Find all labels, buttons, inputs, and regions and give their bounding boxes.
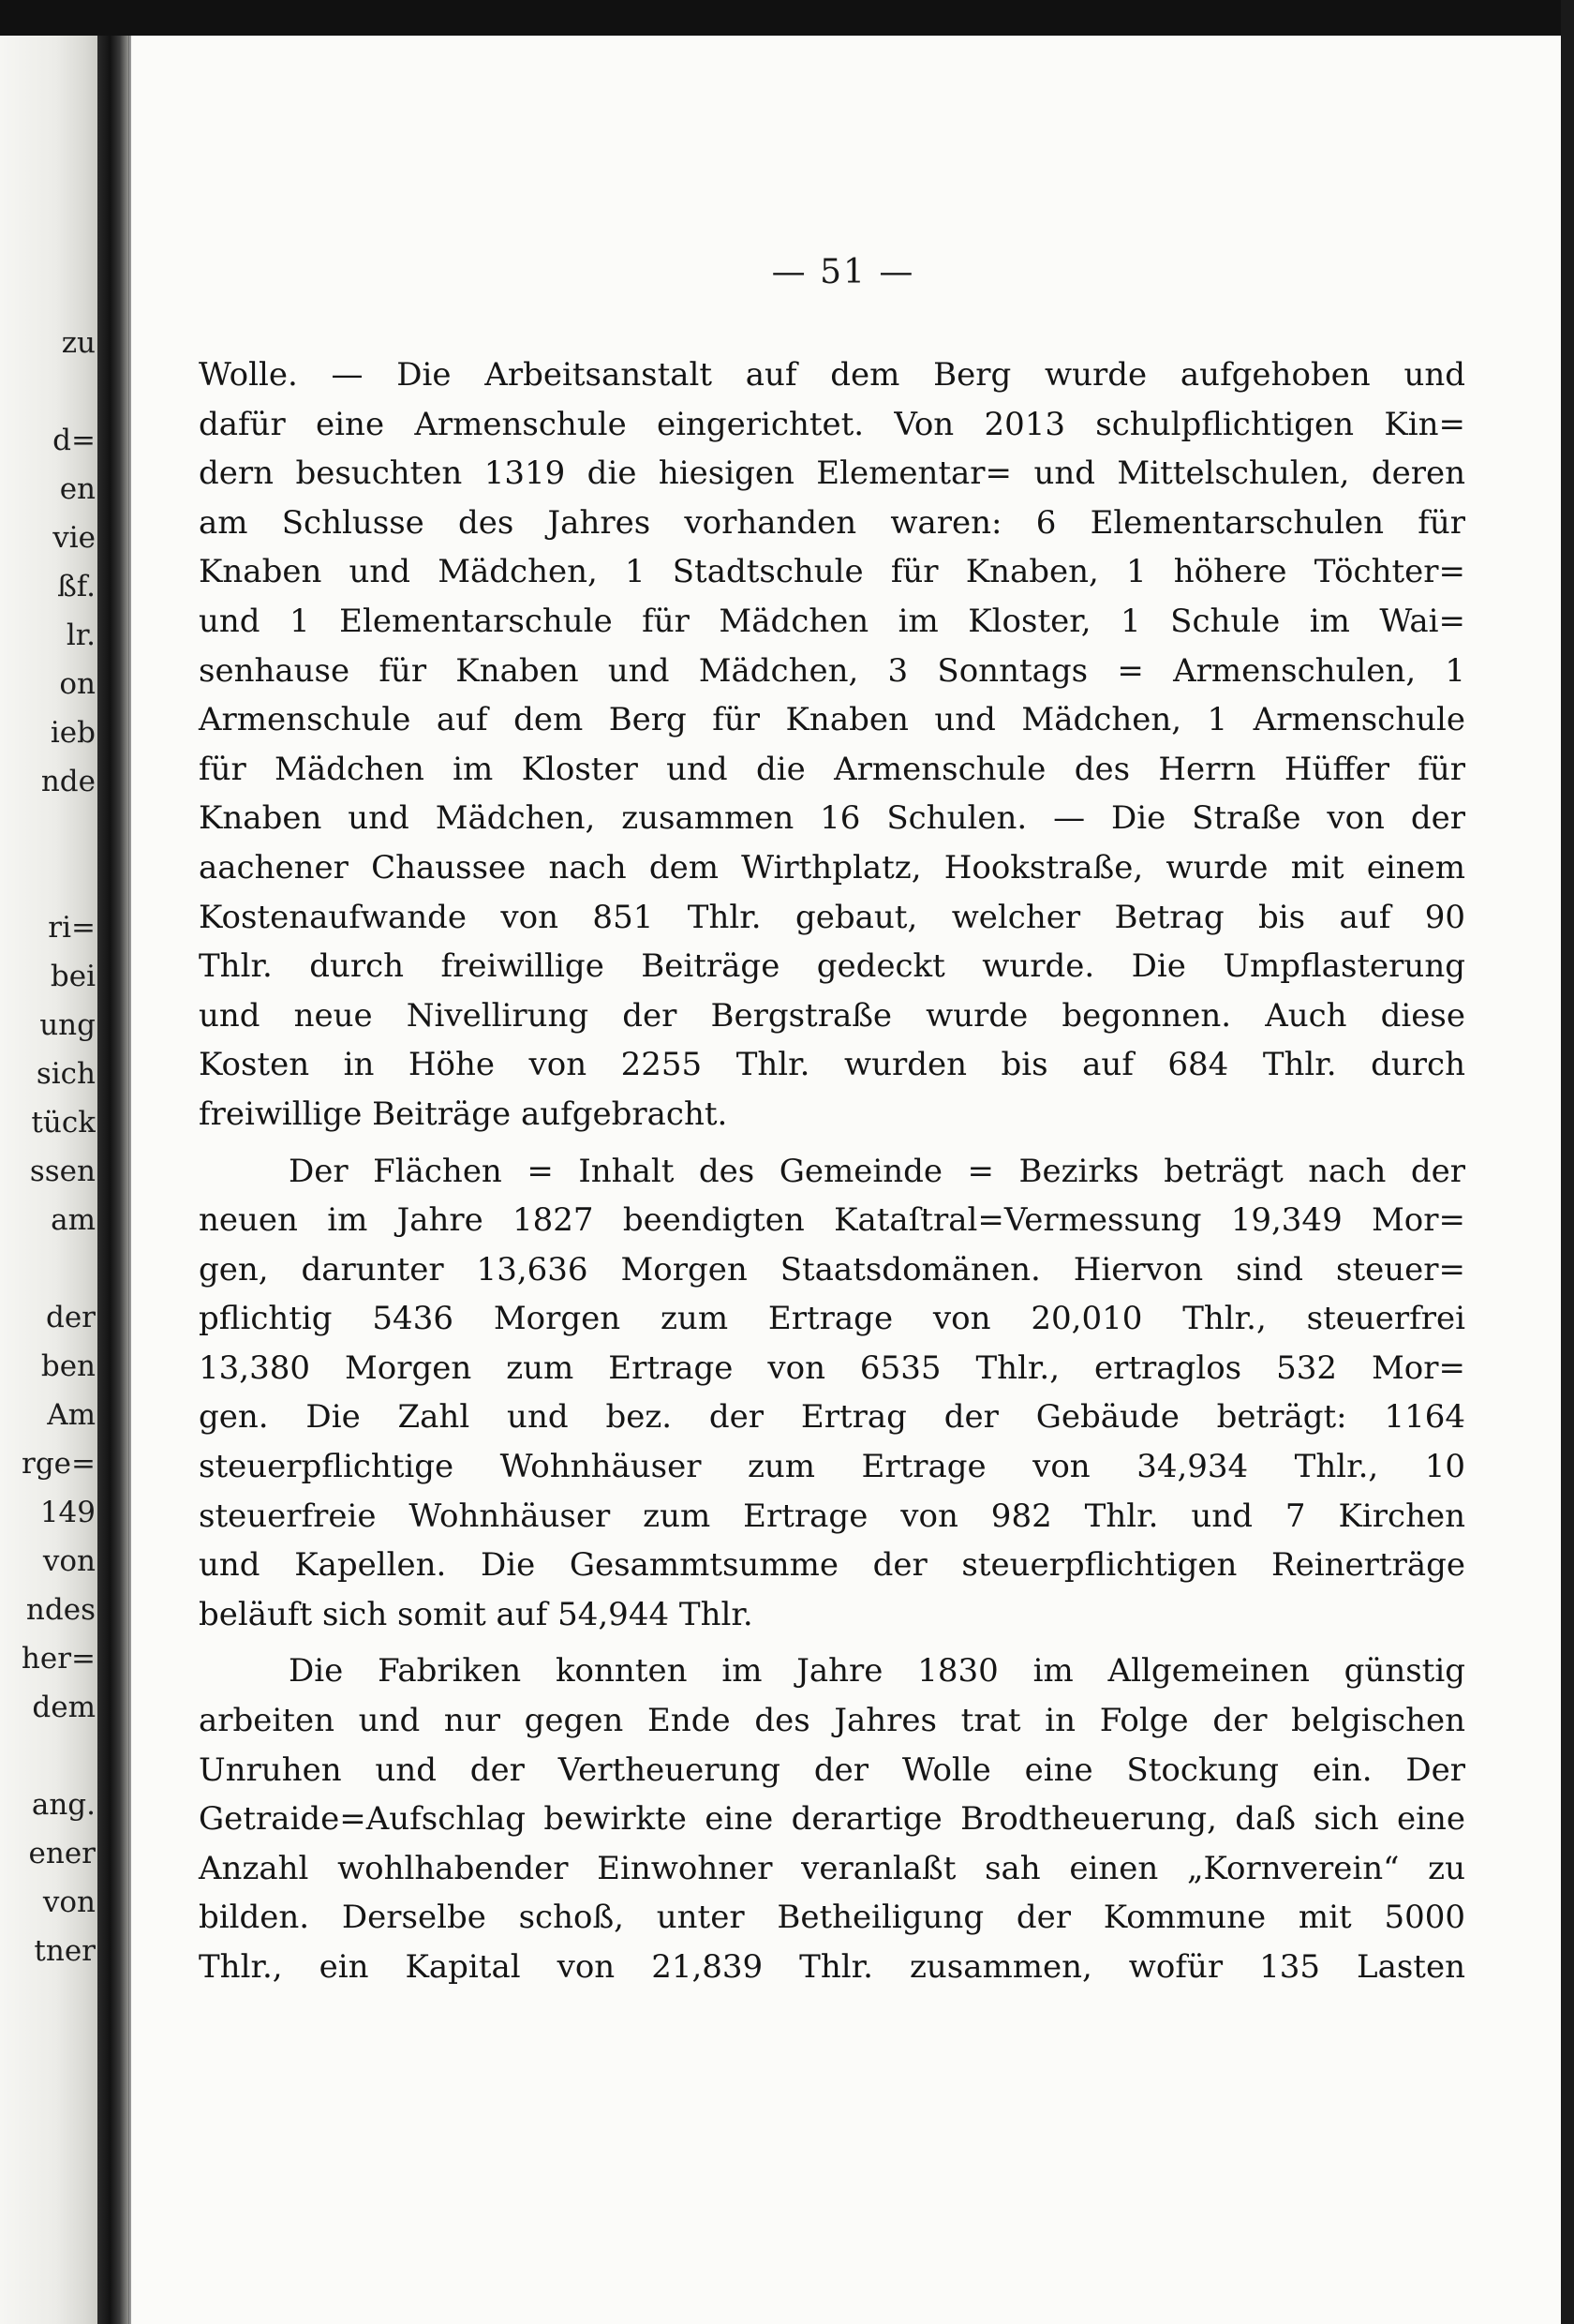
text-line: Knaben und Mädchen, 1 Stadtschule für Knaben, 1 höhere Töchter= [199, 553, 1465, 591]
adjacent-page-fragment: ssen [29, 1155, 96, 1188]
paragraph-gap [199, 1140, 1465, 1147]
text-line: steuerpflichtige Wohnhäuser zum Ertrage von 34,934 Thlr., 10 [199, 1448, 1465, 1486]
text-line: bilden. Derselbe schoß, unter Betheiligung der Kommune mit 5000 [199, 1899, 1465, 1937]
text-line: steuerfreie Wohnhäuser zum Ertrage von 982 Thlr. und 7 Kirchen [199, 1497, 1465, 1535]
text-line: Die Fabriken konnten im Jahre 1830 im Allgemeinen günstig [289, 1652, 1465, 1691]
page-number: — 51 — [771, 253, 915, 291]
text-line: Anzahl wohlhabender Einwohner veranlaßt sah einen „Kornverein“ zu [199, 1849, 1465, 1887]
adjacent-page-fragment: her= [21, 1642, 96, 1676]
text-line: und neue Nivellirung der Bergstraße wurde begonnen. Auch diese [199, 996, 1465, 1035]
text-line: Thlr. durch freiwillige Beiträge gedeckt wurde. Die Umpflasterung [199, 947, 1465, 986]
adjacent-page-fragment: vie [52, 521, 96, 555]
text-line: Kosten in Höhe von 2255 Thlr. wurden bis auf 684 Thlr. durch [199, 1046, 1465, 1084]
paragraph [199, 1147, 1465, 1640]
scan-right-border [1561, 0, 1574, 2324]
adjacent-page-fragment: d= [52, 424, 96, 457]
text-line: Getraide=Aufschlag bewirkte eine derartige Brodtheuerung, daß sich eine [199, 1800, 1465, 1839]
text-line: und 1 Elementarschule für Mädchen im Kloster, 1 Schule im Wai= [199, 602, 1465, 640]
adjacent-page-fragment: sich [36, 1057, 96, 1091]
text-line: pflichtig 5436 Morgen zum Ertrage von 20,010 Thlr., steuerfrei [199, 1300, 1465, 1338]
text-line: am Schlusse des Jahres vorhanden waren: 6 Elementarschulen für [199, 503, 1465, 542]
body-text [199, 350, 1465, 1992]
adjacent-page-fragment: lr. [66, 618, 96, 652]
adjacent-page-fragment: ieb [50, 716, 96, 750]
text-line: gen, darunter 13,636 Morgen Staatsdomänen. Hiervon sind steuer= [199, 1250, 1465, 1289]
adjacent-page-fragment: ben [40, 1349, 96, 1383]
scan-top-border [0, 0, 1574, 36]
adjacent-page-fragment: tner [34, 1934, 96, 1968]
text-line: Der Flächen = Inhalt des Gemeinde = Bezirks beträgt nach der [289, 1152, 1465, 1190]
paragraph [199, 1646, 1465, 1991]
adjacent-page-fragment [6, 1732, 96, 1780]
paragraph [199, 350, 1465, 1140]
text-line: gen. Die Zahl und bez. der Ertrag der Gebäude beträgt: 1164 [199, 1398, 1465, 1437]
adjacent-page-fragment: ung [39, 1008, 96, 1042]
text-line: Thlr., ein Kapital von 21,839 Thlr. zusammen, wofür 135 Lasten [199, 1948, 1465, 1986]
adjacent-page-fragment: ang. [31, 1788, 96, 1822]
text-line: beläuft sich somit auf 54,944 Thlr. [199, 1595, 753, 1633]
adjacent-page-fragment: rge= [22, 1447, 96, 1481]
adjacent-page-fragment: nde [40, 765, 96, 798]
adjacent-page-fragment: tück [31, 1106, 96, 1140]
adjacent-page-fragment: 149 [39, 1496, 96, 1529]
text-line: Armenschule auf dem Berg für Knaben und Mädchen, 1 Armenschule [199, 701, 1465, 739]
adjacent-page-fragment: ener [28, 1837, 96, 1870]
text-line: freiwillige Beiträge aufgebracht. [199, 1095, 728, 1133]
adjacent-page-fragment [6, 367, 96, 416]
adjacent-page-fragment: von [42, 1885, 96, 1919]
adjacent-page-fragment [6, 1244, 96, 1293]
text-line: Knaben und Mädchen, zusammen 16 Schulen. — Die Straße von der [199, 799, 1465, 838]
text-line: für Mädchen im Kloster und die Armenschule des Herrn Hüffer für [199, 750, 1465, 788]
adjacent-page-fragment: zu [61, 326, 96, 360]
text-line: senhause für Knaben und Mädchen, 3 Sonntags = Armenschulen, 1 [199, 651, 1465, 690]
adjacent-page-fragment: ßf. [57, 570, 96, 603]
adjacent-page-fragment: ri= [48, 911, 96, 945]
adjacent-page-fragment: on [59, 667, 96, 701]
book-page [131, 36, 1561, 2324]
paragraph-gap [199, 1639, 1465, 1646]
adjacent-page-fragment: von [42, 1544, 96, 1578]
adjacent-page-fragment [6, 855, 96, 903]
text-line: neuen im Jahre 1827 beendigten Kataſtral=Vermessung 19,349 Mor= [199, 1201, 1465, 1240]
text-line: dafür eine Armenschule eingerichtet. Von 2013 schulpflichtigen Kin= [199, 405, 1465, 443]
text-line: Unruhen und der Vertheuerung der Wolle eine Stockung ein. Der [199, 1750, 1465, 1789]
text-line: dern besuchten 1319 die hiesigen Elementar= und Mittelschulen, deren [199, 454, 1465, 493]
text-line: und Kapellen. Die Gesammtsumme der steuerpflichtigen Reinerträge [199, 1546, 1465, 1585]
book-gutter [97, 36, 129, 2324]
adjacent-page-fragment [6, 806, 96, 855]
adjacent-page-fragment: ndes [25, 1593, 96, 1627]
adjacent-page-fragment: am [51, 1203, 96, 1237]
text-line: 13,380 Morgen zum Ertrage von 6535 Thlr., ertraglos 532 Mor= [199, 1348, 1465, 1387]
text-line: Wolle. — Die Arbeitsanstalt auf dem Berg wurde aufgehoben und [199, 356, 1465, 394]
adjacent-page-fragment: dem [32, 1691, 96, 1724]
adjacent-page-fragment: der [45, 1301, 96, 1334]
text-line: aachener Chaussee nach dem Wirthplatz, Hookstraße, wurde mit einem [199, 848, 1465, 886]
adjacent-page-fragment: en [59, 472, 96, 506]
adjacent-page-fragment: Am [47, 1398, 96, 1432]
text-line: Kostenaufwande von 851 Thlr. gebaut, welcher Betrag bis auf 90 [199, 898, 1465, 936]
text-line: arbeiten und nur gegen Ende des Jahres trat in Folge der belgischen [199, 1702, 1465, 1740]
adjacent-page-fragment: bei [50, 960, 96, 993]
adjacent-page-text-fragments [6, 319, 96, 1975]
